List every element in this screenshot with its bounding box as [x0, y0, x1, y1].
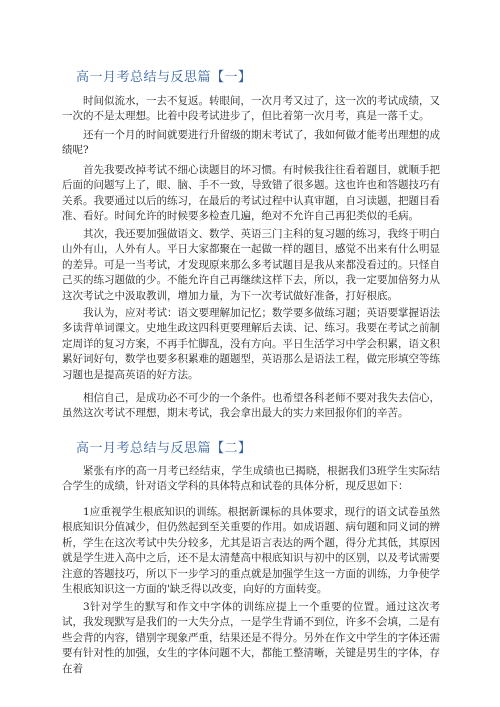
paragraph: 首先我要改掉考试不细心读题目的坏习惯。有时候我往往看着题目，就顺手把后面的问题写上了，眼、脑、手不一致，导致错了很多题。这也许也和答题技巧有关系。我要通过以后的练习，在最后的考试过程中认真审题，自习读题，把题目看准、看好。时间允许的时候要多检查几遍，绝对不允许自己再犯类似的毛病。	[62, 164, 440, 223]
paragraph: 我认为，应对考试：语文要理解加记忆；数学要多做练习题；英语要掌握语法多读背单词课文。史地生政这四科更要理解后去读、记、练习。我要在考试之前制定周详的复习方案，不再手忙脚乱，没有方向。平日生活学习中学会积累，语文积累好词好句，数学也要多积累难的题题型，英语那么是语法工程，做完形填空等练习题也是提高英语的好方法。	[62, 307, 440, 381]
paragraph: 1应重视学生根底知识的训练。根据新课标的具体要求，现行的语文试卷虽然根底知识分值减少，但仍然起到至关重要的作用。如成语题、病句题和同义词的辨析，学生在这次考试中失分较多，尤其是语言表达的两个题，得分尤其低，其原因就是学生进入高中之后，还不是太清楚高中根底知识与初中的区别，以及考试需要注意的答题技巧，所以下一步学习的重点就是加强学生这一方面的训练，力争使学生根底知识这一方面的'缺乏得以改变，向好的方面转变。	[62, 506, 440, 596]
paragraph: 3针对学生的默写和作文中字体的训练应提上一个重要的位置。通过这次考试，我发现默写是我们的一大失分点，一是学生背诵不到位，许多不会填，二是有些会背的内容，错别字现象严重，结果还是不得分。另外在作文中学生的字体还需要有针对性的加强，女生的字体问题不大，都能工整清晰，关键是男生的字体，存在着	[62, 601, 440, 675]
paragraph: 还有一个月的时间就要进行升留级的期末考试了，我如何做才能考出理想的成绩呢?	[62, 129, 440, 157]
paragraph: 紧张有序的高一月考已经结束，学生成绩也已揭晓，根据我们3班学生实际结合学生的成绩，针对语文学科的具体特点和试卷的具体分析，现反思如下：	[62, 465, 440, 493]
section-heading-2: 高一月考总结与反思篇【二】	[76, 441, 252, 456]
paragraph: 相信自己，是成功必不可少的一个条件。也希望各科老师不要对我失去信心，虽然这次考试不理想，期末考试，我会拿出最大的实力来回报你们的辛苦。	[62, 392, 440, 420]
paragraph: 其次，我还要加强做语文、数学、英语三门主科的复习题的练习，我终于明白山外有山，人外有人。平日大家都聚在一起做一样的题目，感觉不出来有什么明显的差异。可是一当考试，才发现原来那么多考试题目是我从来都没看过的。只怪自己买的练习题做的少。不能允许自己再继续这样下去，所以，我一定要加倍努力从这次考试之中汲取教训，增加力量，为下一次考试做好准备，打好根底。	[62, 228, 440, 302]
paragraph: 时间似流水，一去不复返。转眼间，一次月考又过了，这一次的考试成绩，又一次的不是太理想。比着中段考试进步了，但比着第一次月考，真是一落千丈。	[62, 95, 440, 123]
section-heading-1: 高一月考总结与反思篇【一】	[76, 70, 252, 85]
